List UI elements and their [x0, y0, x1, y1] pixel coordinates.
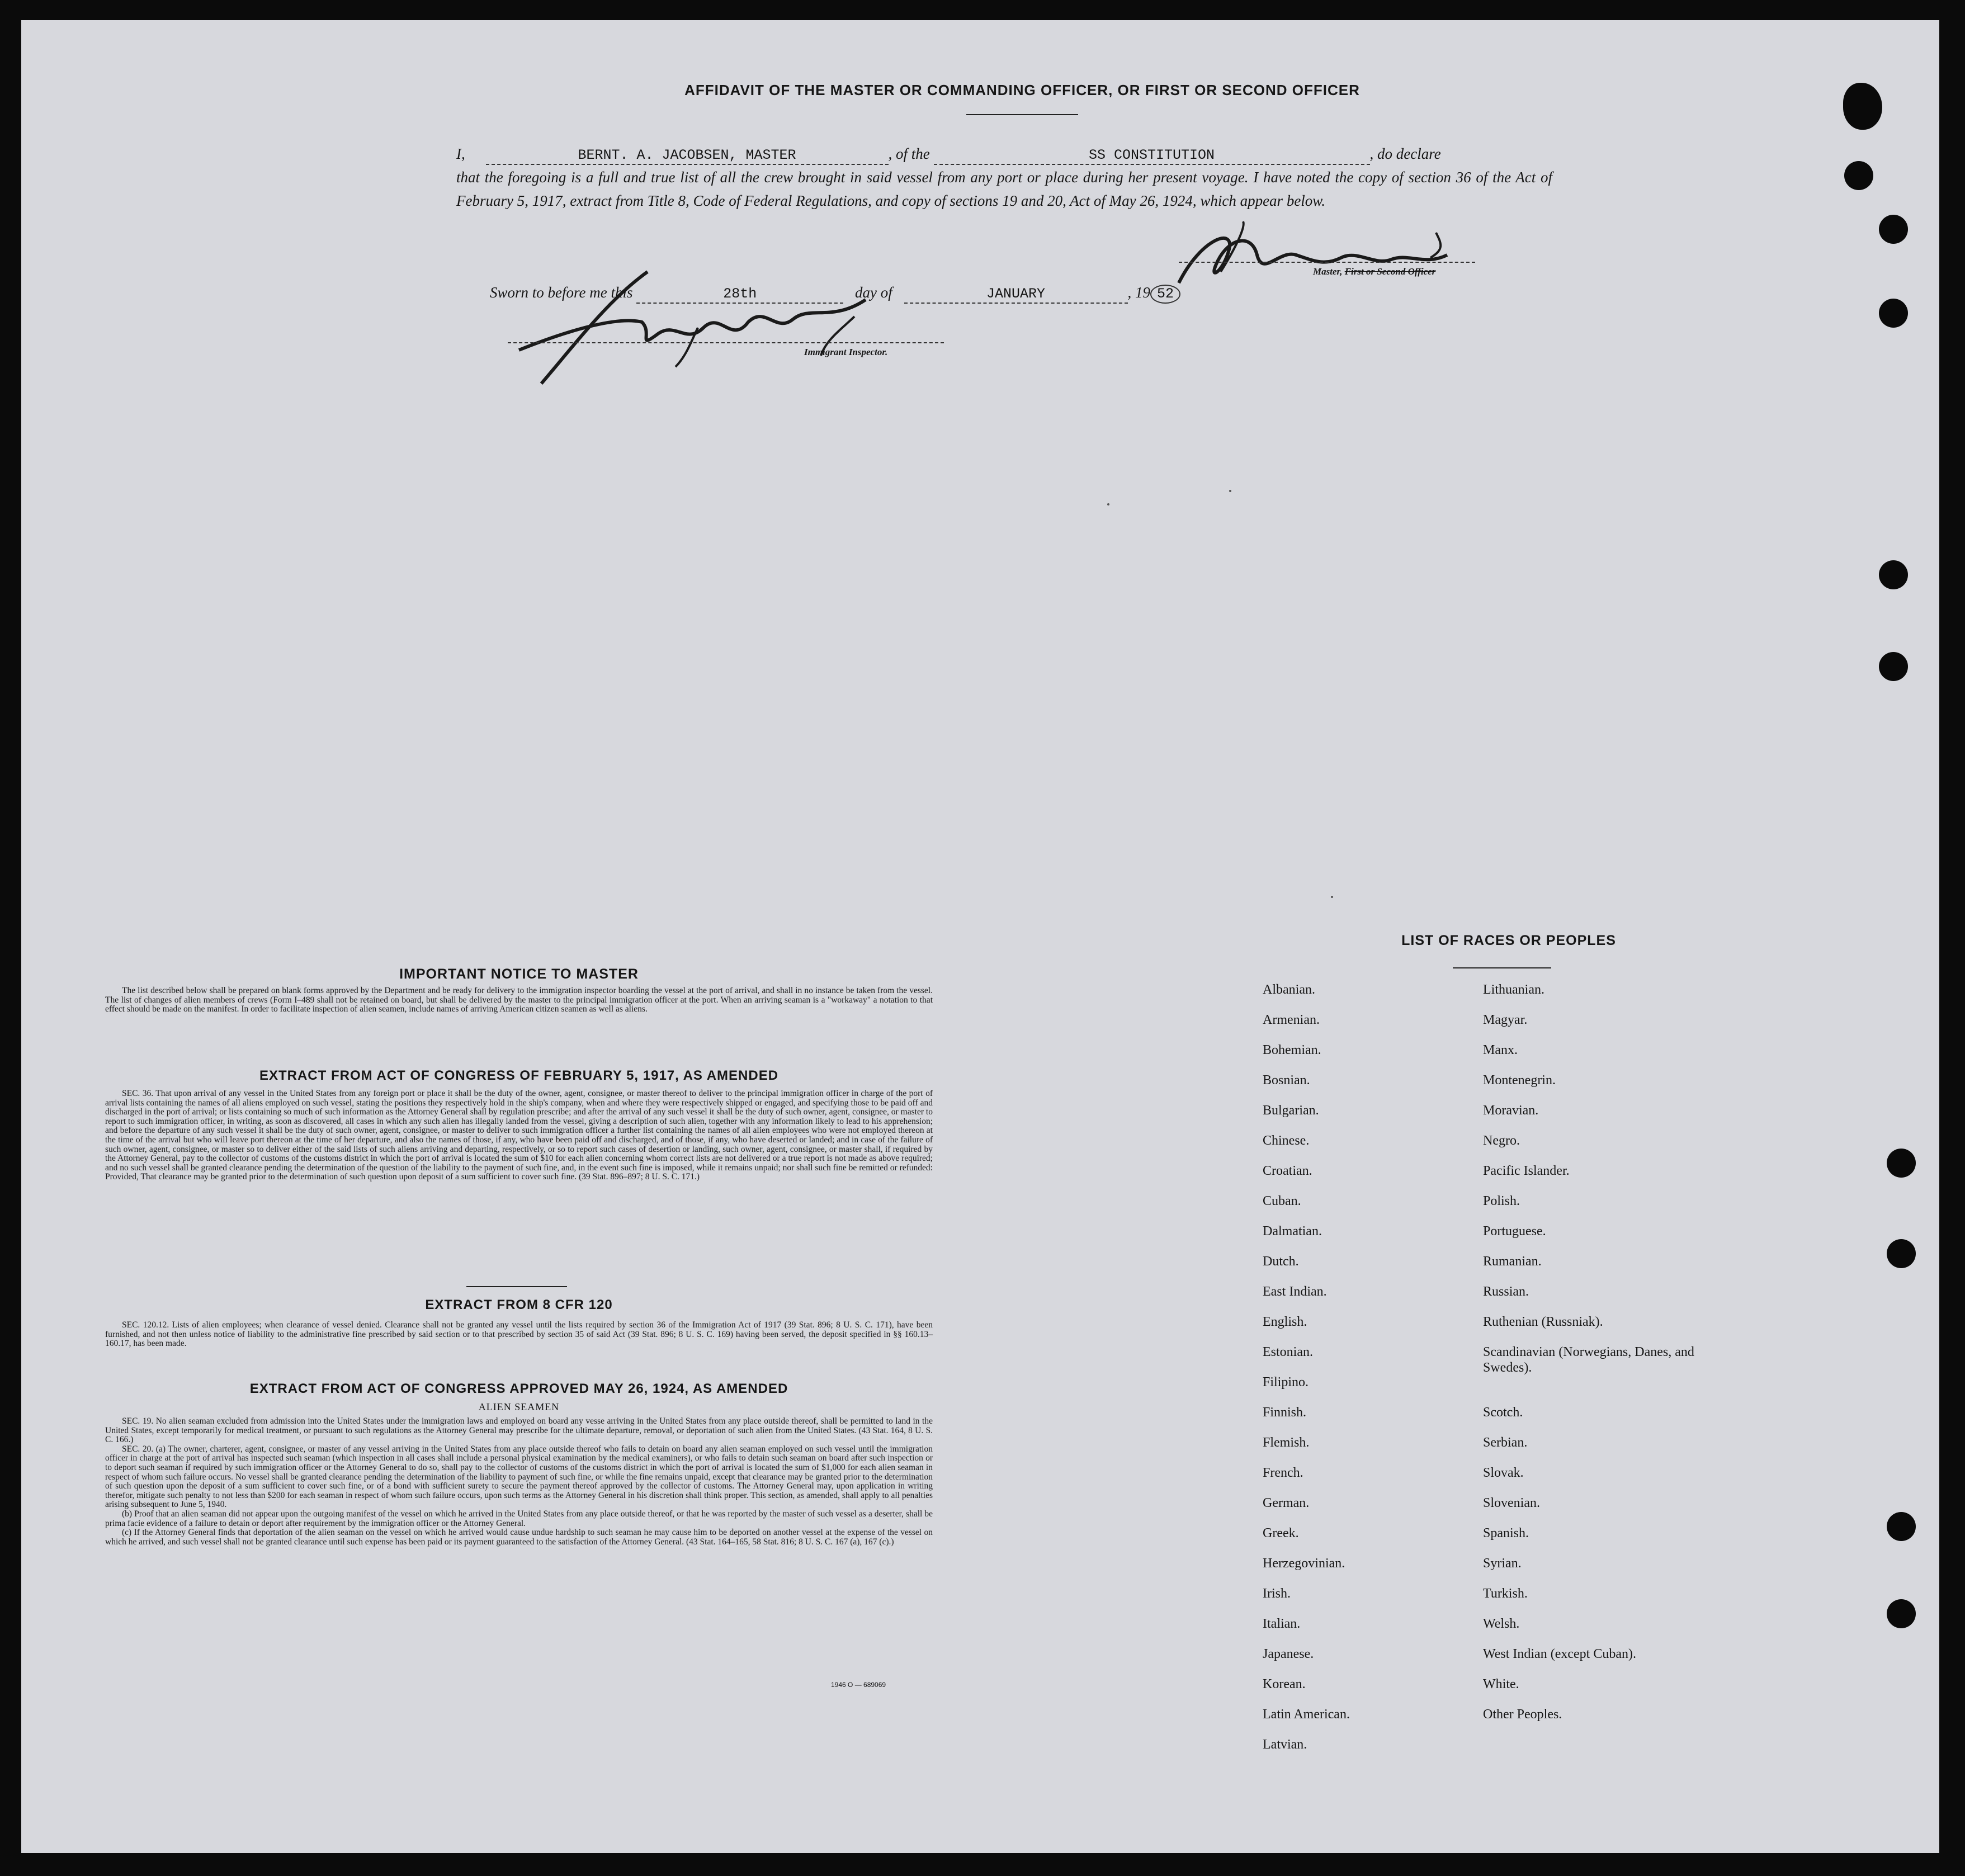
master-name-field: BERNT. A. JACOBSEN, MASTER: [486, 147, 889, 165]
race-item: Polish.: [1483, 1194, 1520, 1208]
race-item: Herzegovinian.: [1263, 1556, 1345, 1571]
race-item: Turkish.: [1483, 1586, 1528, 1601]
race-item: Filipino.: [1263, 1375, 1309, 1390]
race-item: Bohemian.: [1263, 1043, 1321, 1057]
race-item: Chinese.: [1263, 1133, 1310, 1148]
title-rule: [966, 114, 1078, 115]
punch-hole: [1879, 299, 1908, 328]
race-item: Japanese.: [1263, 1647, 1314, 1661]
master-signature-line: [1179, 262, 1475, 263]
race-item: East Indian.: [1263, 1284, 1327, 1299]
race-item: Serbian.: [1483, 1435, 1528, 1450]
extract-1924-title: EXTRACT FROM ACT OF CONGRESS APPROVED MAY 26, 1924, AS AMENDED: [249, 1381, 788, 1396]
punch-hole: [1879, 215, 1908, 244]
do-declare-label: , do declare: [1369, 145, 1441, 162]
race-item: Magyar.: [1483, 1013, 1528, 1027]
race-item: Other Peoples.: [1483, 1707, 1562, 1722]
race-item: Pacific Islander.: [1483, 1164, 1570, 1178]
affidavit-i: I,: [456, 145, 465, 162]
year-prefix: , 19: [1127, 284, 1150, 301]
race-item: English.: [1263, 1315, 1307, 1329]
extract-1924-text: [105, 1417, 933, 1547]
races-title-rule: [1453, 967, 1551, 968]
master-caption-prefix: Master,: [1313, 266, 1343, 277]
race-item: Lithuanian.: [1483, 982, 1544, 997]
race-item: German.: [1263, 1496, 1310, 1510]
race-item: Manx.: [1483, 1043, 1518, 1057]
extract-1917-title: EXTRACT FROM ACT OF CONGRESS OF FEBRUARY 5, 1917, AS AMENDED: [259, 1068, 779, 1083]
race-item: Russian.: [1483, 1284, 1529, 1299]
races-title: LIST OF RACES OR PEOPLES: [1401, 933, 1616, 948]
extract-1924-paragraph: (b) Proof that an alien seaman did not appear upon the outgoing manifest of the vessel on which he arrived in the United States from any place outside thereof, or that he was reported by the master of such vessel as a deserter, shall be prima facie evidence of a failure to detain or deport after requirement by the immigration officer or the Attorney General.: [105, 1509, 933, 1528]
race-item: Moravian.: [1483, 1103, 1539, 1118]
master-caption: [1313, 266, 1435, 277]
race-item: Syrian.: [1483, 1556, 1522, 1571]
notice-paragraph: The list described below shall be prepared on blank forms approved by the Department and be ready for delivery to the immigration inspector boarding the vessel at the port of arrival, and shall in no instance be taken from the vessel. The list of changes of alien members of crews (Form I–489 shall not be retained on board, but shall be delivered by the master to the principal immigration officer at the port. When an arriving seaman is a "workaway" a notation to that effect should be made on the manifest. In order to facilitate inspection of alien seamen, include names of arriving American citizen seamen as well as aliens.: [105, 986, 933, 1014]
sworn-day-field: 28th: [636, 286, 843, 304]
race-item: Bosnian.: [1263, 1073, 1310, 1088]
race-item: Welsh.: [1483, 1617, 1520, 1631]
race-item: Portuguese.: [1483, 1224, 1546, 1239]
sworn-label: Sworn to before me this: [490, 284, 633, 301]
race-item: Montenegrin.: [1483, 1073, 1556, 1088]
extract-1924-paragraph: SEC. 20. (a) The owner, charterer, agent, consignee, or master of any vessel arriving in the United States from any place outside thereof who fails to detain on board any alien seaman employed on such vessel until the immigration officer in charge at the port of arrival has inspected such seaman (which inspection in all cases shall include a personal physical examination by the medical examiners), or who fails to detain such seaman on board after such inspection or to deport such seaman if required by such immigration officer or the Attorney General to do so, shall pay to the collector of customs of the customs district in which the port of arrival is located the sum of $1,000 for each alien seaman in respect of whom such failure occurs. No vessel shall be granted clearance pending the determination of the liability to payment of such fine, or while the fine remains unpaid, except that clearance may be granted prior to the determination of such question upon the deposit of a sum sufficient to cover such fine, or of a bond with sufficient surety to secure the payment thereof approved by the collector of customs. The Attorney General may, upon application in writing therefor, mitigate such penalty to not less than $200 for each seaman in respect of whom such failure occurs, upon such terms as the Attorney General in his discretion shall think proper. This section, as amended, shall apply to all penalties arising subsequent to June 5, 1940.: [105, 1444, 933, 1510]
race-item: Negro.: [1483, 1133, 1520, 1148]
speck: [1229, 490, 1231, 492]
race-item: Dutch.: [1263, 1254, 1299, 1269]
affidavit-title: AFFIDAVIT OF THE MASTER OR COMMANDING OFFICER, OR FIRST OR SECOND OFFICER: [684, 82, 1360, 98]
race-item: Slovak.: [1483, 1466, 1524, 1480]
inspector-signature: [508, 266, 910, 412]
notice-text: [105, 986, 933, 1014]
day-of-label: day of: [855, 284, 892, 301]
punch-hole: [1887, 1239, 1916, 1268]
race-item: Irish.: [1263, 1586, 1291, 1601]
race-item: Greek.: [1263, 1526, 1299, 1541]
master-signature: [1168, 216, 1458, 305]
document-sheet: [21, 20, 1939, 1853]
affidavit-statement: [456, 142, 1552, 212]
notice-title: IMPORTANT NOTICE TO MASTER: [399, 966, 639, 982]
race-item: Italian.: [1263, 1617, 1301, 1631]
extract-1924-subtitle: ALIEN SEAMEN: [478, 1401, 560, 1412]
speck: [1107, 503, 1109, 505]
race-item: Ruthenian (Russniak).: [1483, 1315, 1603, 1329]
punch-hole: [1887, 1149, 1916, 1178]
race-item: Latvian.: [1263, 1737, 1307, 1752]
race-item: Rumanian.: [1483, 1254, 1542, 1269]
inspector-caption: Immigrant Inspector.: [804, 347, 888, 357]
race-item: French.: [1263, 1466, 1303, 1480]
punch-hole: [1879, 652, 1908, 681]
race-item: Slovenian.: [1483, 1496, 1540, 1510]
race-item: Albanian.: [1263, 982, 1315, 997]
sworn-month-field: JANUARY: [904, 286, 1128, 304]
race-item: White.: [1483, 1677, 1519, 1691]
print-footnote: 1946 O — 689069: [831, 1681, 886, 1689]
master-caption-struck: First or Second Officer: [1344, 266, 1436, 277]
punch-hole: [1844, 161, 1873, 190]
of-the-label: , of the: [888, 145, 930, 162]
races-column-1: [1263, 982, 1350, 1767]
speck: [1331, 896, 1333, 898]
extract-cfr-text: [105, 1321, 933, 1349]
race-item: Korean.: [1263, 1677, 1306, 1691]
extract-1917-paragraph: SEC. 36. That upon arrival of any vessel in the United States from any foreign port or place it shall be the duty of the owner, agent, consignee, or master thereof to deliver to the principal immigration officer in charge of the port of arrival lists containing the names of all aliens employed on such vessel, stating the positions they respectively hold in the ship's company, when and where they were respectively shipped or engaged, and specifying those to be paid off and discharged in the port of arrival; or lists containing so much of such information as the Attorney General shall by regulation prescribe; and after the arrival of any such vessel it shall be the duty of such owner, agent, consignee, or master to report to such immigration officer, in writing, as soon as discovered, all cases in which any such alien has illegally landed from the vessel, giving a description of such alien, together with any information likely to lead to his apprehension; and before the departure of any such vessel it shall be the duty of such owner, agent, consignee, or master to deliver to such immigration officer a further list containing the names of all alien employees who were not employed thereon at the time of the arrival but who will leave port thereon at the time of her departure, and also the names of those, if any, who have been paid off and discharged, and of those, if any, who have deserted or landed; and in case of the failure of such owner, agent, consignee, or master so to deliver either of the said lists of such aliens arriving and departing, respectively, or so to report such cases of desertion or landing, such owner, agent, consignee, or master shall, if required by the Attorney General, pay to the collector of customs of the customs district in which the port of arrival is located the sum of $10 for each alien concerning whom correct lists are not delivered or a true report is not made as above required; and no such vessel shall be granted clearance pending the determination of the question of the liability to the payment of such fine, and, in the event such fine is imposed, while it remains unpaid; nor shall such fine be remitted or refunded: Provided, That clearance may be granted prior to the determination of such question upon deposit of a sum sufficient to cover such fine. (39 Stat. 896–897; 8 U. S. C. 171.): [105, 1089, 933, 1182]
race-item: Armenian.: [1263, 1013, 1320, 1027]
affidavit-body: that the foregoing is a full and true list of all the crew brought in said vessel from any port or place during her present voyage. I have noted the copy of section 36 of the Act of February 5, 1917, extract from Title 8, Code of Federal Regulations, and copy of sections 19 and 20, Act of May 26, 1924, which appear below.: [456, 169, 1552, 209]
race-item: Flemish.: [1263, 1435, 1310, 1450]
race-item: Scandinavian (Norwegians, Danes, and Swedes).: [1483, 1345, 1694, 1375]
section-rule: [466, 1286, 567, 1287]
punch-hole: [1887, 1599, 1916, 1628]
race-item: Finnish.: [1263, 1405, 1307, 1420]
races-column-2: [1483, 982, 1695, 1737]
race-item: West Indian (except Cuban).: [1483, 1647, 1636, 1661]
inspector-signature-line: [508, 342, 944, 343]
punch-hole: [1843, 83, 1882, 130]
race-item: [1483, 1374, 1695, 1405]
race-item: Cuban.: [1263, 1194, 1301, 1208]
extract-1924-paragraph: (c) If the Attorney General finds that deportation of the alien seaman on the vessel on which he arrived would cause undue hardship to such seaman he may cause him to be deported on another vessel at the expense of the vessel on which he arrived, and such vessel shall not be granted clearance until such expense has been paid or its payment guaranteed to the satisfaction of the Attorney General. (43 Stat. 164–165, 58 Stat. 816; 8 U. S. C. 167 (a), 167 (c).): [105, 1528, 933, 1547]
race-item: Latin American.: [1263, 1707, 1350, 1722]
race-item: Spanish.: [1483, 1526, 1529, 1541]
race-item: Croatian.: [1263, 1164, 1312, 1178]
race-item: Scotch.: [1483, 1405, 1523, 1420]
extract-1917-text: [105, 1089, 933, 1182]
race-item: Bulgarian.: [1263, 1103, 1319, 1118]
punch-hole: [1879, 560, 1908, 589]
punch-hole: [1887, 1512, 1916, 1541]
vessel-name-field: SS CONSTITUTION: [934, 147, 1370, 165]
sworn-year-field: 52: [1150, 285, 1180, 304]
extract-1924-paragraph: SEC. 19. No alien seaman excluded from admission into the United States under the immigration laws and employed on board any vesse arriving in the United States from any place outside thereof, shall be permitted to land in the United States, except temporarily for medical treatment, or pursuant to such regulations as the Attorney General may prescribe for the ultimate departure, removal, or deportation of such alien from the United States. (43 Stat. 164, 8 U. S. C. 166.): [105, 1416, 933, 1445]
extract-cfr-paragraph: SEC. 120.12. Lists of alien employees; when clearance of vessel denied. Clearance shall not be granted any vessel until the lists required by section 36 of the Immigration Act of 1917 (39 Stat. 896; 8 U. S. C. 171), have been furnished, and not then unless notice of liability to the administrative fine prescribed by said section or to that prescribed by section 35 of said Act (39 Stat. 896; 8 U. S. C. 169) having been served, the deposit specified in §§ 160.13–160.17, has been made.: [105, 1320, 933, 1349]
race-item: Estonian.: [1263, 1345, 1313, 1359]
extract-cfr-title: EXTRACT FROM 8 CFR 120: [425, 1297, 613, 1312]
race-item: Dalmatian.: [1263, 1224, 1322, 1239]
